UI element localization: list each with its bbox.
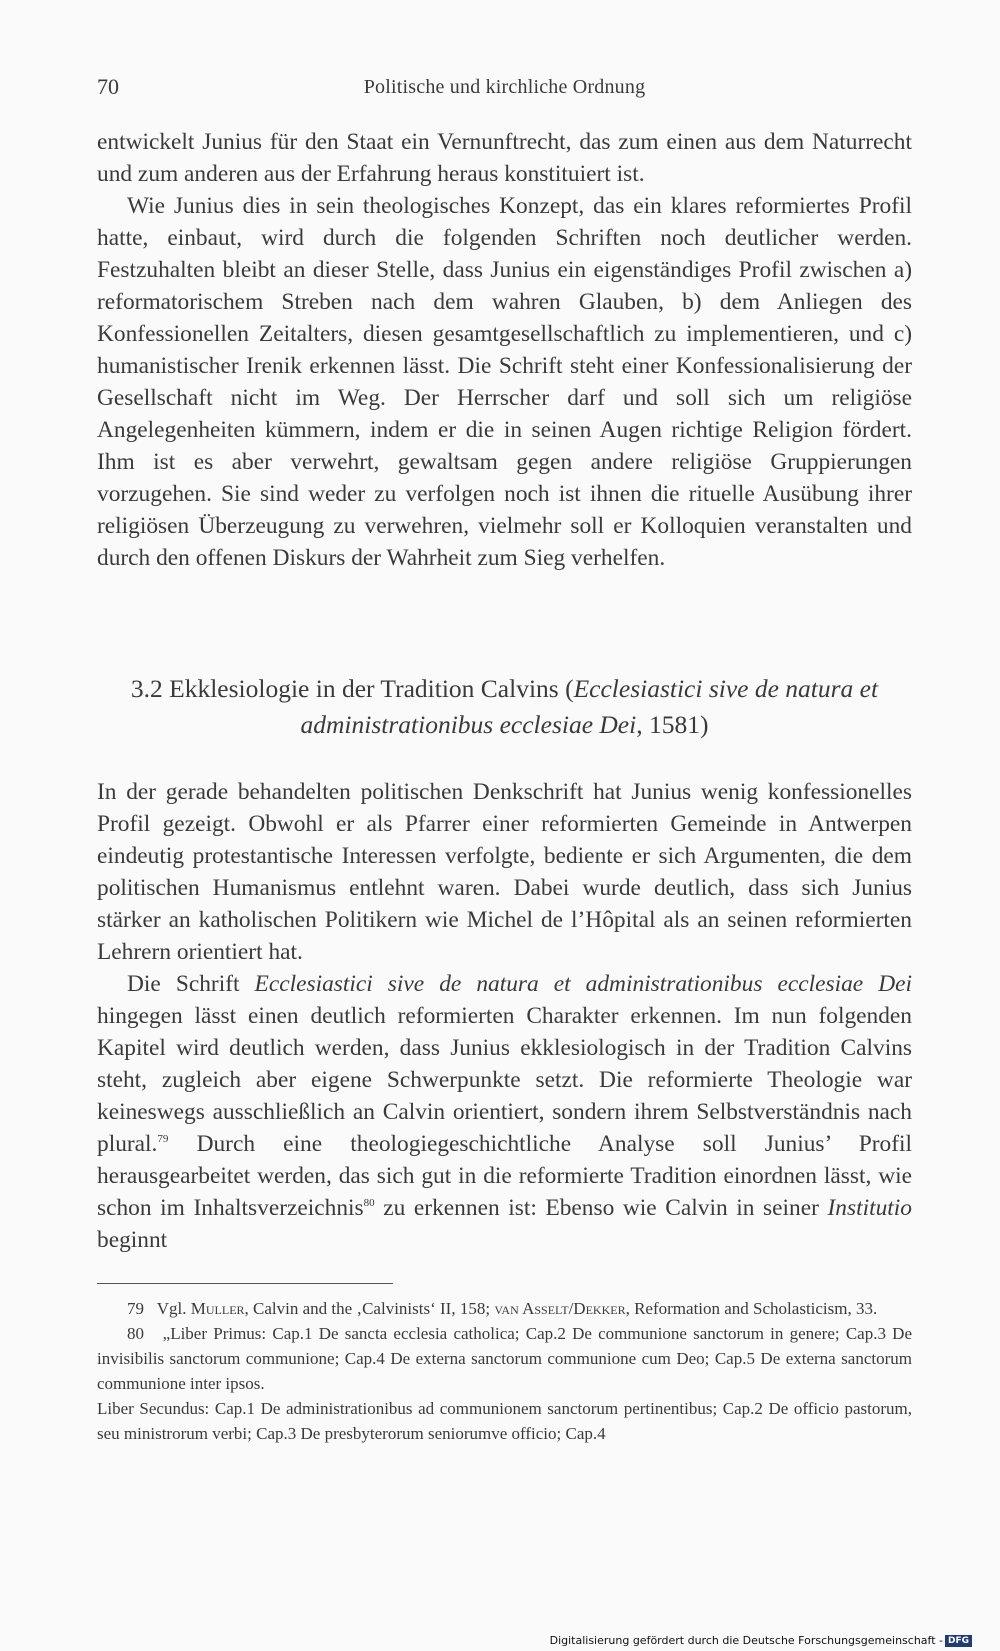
paragraph [97,968,912,1256]
footnote-ref[interactable]: 80 [363,1197,375,1209]
text-run: „Liber Primus: Cap.1 De sancta ecclesia catholica; Cap.2 De communione sanctorum in genere; Cap.3 De invisibilis sanctorum communione; Cap.4 De externa sanctorum communione cum Deo; Cap.5 De externa sanctorum communione inter ipsos. [97,1324,912,1393]
section-heading-title: Ecclesiastici sive de natura et administrationibus ecclesiae Dei [300,674,879,739]
paragraph: entwickelt Junius für den Staat ein Vernunftrecht, das zum einen aus dem Naturrecht und zum anderen aus der Erfahrung heraus konstituiert ist. [97,129,912,187]
page-header [97,74,912,106]
credit-text: Digitalisierung gefördert durch die Deutsche Forschungsgemeinschaft - [549,1634,943,1647]
text-run: Durch eine theologiegeschichtliche Analyse soll Junius’ Profil herausgearbeitet werden, das sich gut in die reformierte Tradition einordnen lässt, wie schon im Inhaltsverzeichnis [97,1131,912,1221]
footnotes [97,1296,912,1446]
author-name: Muller [190,1299,245,1318]
digitization-credit [550,1634,972,1647]
paragraph: Wie Junius dies in sein theologisches Konzept, das ein klares reformiertes Profil hatte, einbaut, wird durch die folgenden Schriften noch deutlicher werden. Festzuhalten bleibt an dieser Stelle, dass Junius ein eigenständiges Profil zwischen a) reformatorischem Streben nach dem wahren Glauben, b) dem Anliegen des Konfessionellen Zeitalters, diesen gesamtgesellschaftlich zu implementieren, und c) humanistischer Irenik erkennen lässt. Die Schrift steht einer Konfessionalisierung der Gesellschaft nicht im Weg. Der Herrscher darf und soll sich um religiöse Angelegenheiten kümmern, indem er die in seinen Augen richtige Religion fördert. Ihm ist es aber verwehrt, gewaltsam gegen andere religiöse Gruppierungen vorzugehen. Sie sind weder zu verfolgen noch ist ihnen die rituelle Ausübung ihrer religiösen Überzeugung zu verwehren, vielmehr soll er Kolloquien veranstalten und durch den offenen Diskurs der Wahrheit zum Sieg verhelfen. [97,193,912,571]
footnote-ref[interactable]: 79 [157,1133,169,1145]
text-run: , Calvin and the ‚Calvinists‘ II, 158; [244,1299,495,1318]
text-run: Die Schrift [127,971,255,997]
work-title: Ecclesiastici sive de natura et administrationibus ecclesiae Dei [254,971,912,997]
body-text-top [97,126,912,574]
author-name: van Asselt/Dekker [494,1299,626,1318]
paragraph: In der gerade behandelten politischen Denkschrift hat Junius wenig konfessionelles Profil gezeigt. Obwohl er als Pfarrer einer reformierten Gemeinde in Antwerpen eindeutig protestantische Interessen verfolgte, bediente er sich Argumenten, die dem politischen Humanismus entlehnt waren. Dabei wurde deutlich, dass sich Junius stärker an katholischen Politikern wie Michel de l’Hôpital als an seinen reformierten Lehrern orientiert hat. [97,779,912,965]
dfg-logo: DFG [945,1635,972,1647]
section-heading-prefix: 3.2 Ekklesiologie in der Tradition Calvins ( [130,674,574,703]
text-run: beginnt [97,1227,168,1253]
footnote-79 [97,1296,912,1321]
footnote-number: 79 [127,1299,144,1318]
text-run: zu erkennen ist: Ebenso wie Calvin in seiner [374,1195,828,1221]
work-title: Institutio [827,1195,912,1221]
footnote-80 [97,1321,912,1396]
body-text-bottom [97,776,912,1256]
footnote-divider [97,1283,393,1284]
text-run: hingegen lässt einen deutlich reformierten Charakter erkennen. Im nun folgenden Kapitel wird deutlich werden, dass Junius ekklesiologisch in der Tradition Calvins steht, zugleich aber eigene Schwerpunkte setzt. Die reformierte Theologie war keineswegs ausschließlich an Calvin orientiert, sondern ihrem Selbstverständnis nach plural. [97,1003,912,1157]
section-heading-suffix: , 1581) [636,710,709,739]
page-number: 70 [97,74,119,99]
footnote-number: 80 [127,1324,144,1343]
running-head: Politische und kirchliche Ordnung [363,76,646,98]
section-heading [97,671,912,743]
text-run: Vgl. [156,1299,191,1318]
text-run: , Reformation and Scholasticism, 33. [625,1299,878,1318]
footnote-80-continuation: Liber Secundus: Cap.1 De administrationibus ad communionem sanctorum pertinentibus; Cap.2 De officio pastorum, seu ministrorum verbi; Cap.3 De presbyterorum seniorumve officio; Cap.4 [97,1399,912,1443]
